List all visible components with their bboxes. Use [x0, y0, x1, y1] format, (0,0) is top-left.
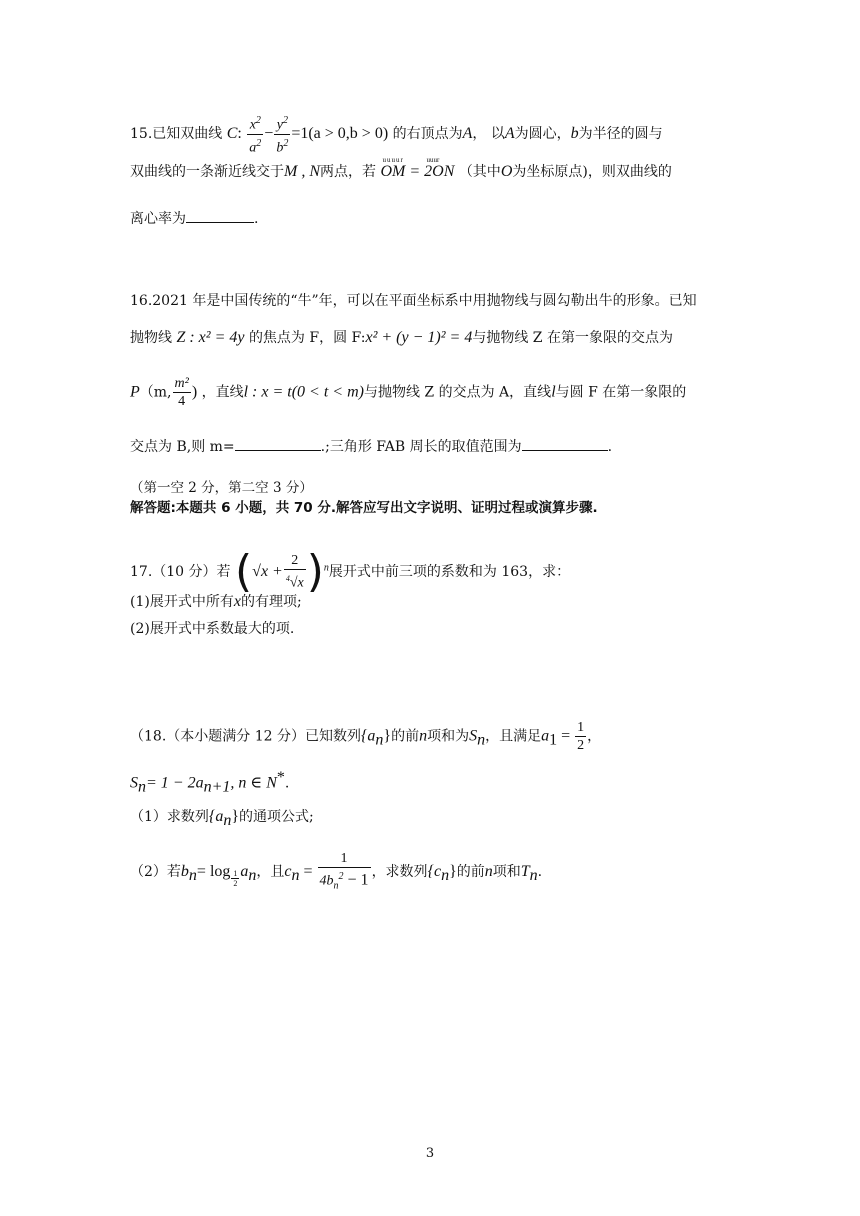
q15-line-3: 离心率为 . [130, 208, 258, 229]
section-heading: 解答题:本题共 6 小题，共 70 分.解答应写出文字说明、证明过程或演算步骤. [130, 500, 598, 516]
q18-half: $\frac{1}{2}$ [577, 720, 585, 753]
q18-part-1: （1）求数列$\{a_n\}$的通项公式; [130, 808, 314, 829]
q15-center-text: ， 以 [472, 126, 505, 143]
q16-line-3: P（m, $\frac{\text{m²}}{4}$ ) ，直线l : x = t(0 < t < m)与抛物线 Z 的交点为 A，直线l与圆 F 在第一象限的 [130, 376, 687, 409]
q15-radius-text: 为半径的圆与 [578, 126, 663, 143]
q16-blank-perimeter[interactable] [522, 436, 608, 451]
q18-part-2: （2）若$b_n= \log$ $\frac{1}{2}$ $a_n$，且$c_n$ = $\frac{1}{4b_n^2 - 1}$ ，求数列$\{c_n\}$的前n项和$T_n$. [130, 850, 542, 894]
q16-line-1: 16.2021 年是中国传统的“牛”年，可以在平面坐标系中用抛物线与圆勾勒出牛的形象。已知 [130, 293, 697, 309]
q16-line-eq: l : x = t(0 < t < m) [243, 383, 364, 401]
q15-line2-c: （其中 [458, 164, 501, 180]
q15-line-1: 15.已知双曲线 C: $\frac{x^2}{a^2}$ − $\frac{y^2}{b^2}$ =1(a > 0,b > 0) 的右顶点为A， 以A为圆心，b为半径的圆与 [130, 112, 663, 156]
q18-log-base: $\frac{1}{2}$ [233, 869, 238, 889]
q16-line-4: 交点为 B,则 m= .;三角形 FAB 周长的取值范围为 . [130, 436, 612, 457]
q15-line2-a: 双曲线的一条渐近线交于 [130, 164, 284, 180]
q17-sqrt-x: √x + [252, 563, 283, 580]
q17-paren-left: ( [234, 546, 253, 597]
q15-frac-y: $\frac{y^2}{b^2}$ [274, 112, 290, 156]
q15-vector-eq: uuuur uuur OM = 2ON [380, 156, 455, 180]
q15-radius-var: b [570, 125, 579, 143]
q16-blank-m[interactable] [235, 436, 321, 451]
q17-line-1: 17.（10 分）若 (√x + $\frac{2}{^4√x}$ )$^n$展开式中前三项的系数和为 163，求： [130, 546, 571, 597]
q15-line2-b: 两点，若 [320, 164, 376, 180]
q15-line2-d: 为坐标原点)，则双曲线的 [512, 164, 672, 180]
q16-p-frac: $\frac{\text{m²}}{4}$ [174, 376, 189, 409]
q17-exponent: n [323, 562, 329, 574]
q17-part-1: (1)展开式中所有x的有理项; [130, 593, 302, 610]
q16-score-note: （第一空 2 分，第二空 3 分） [130, 480, 313, 496]
q15-number: 15. [130, 126, 153, 143]
q15-curve: C [226, 125, 238, 143]
q15-frac-x: $\frac{x^2}{a^2}$ [247, 112, 263, 156]
page-number: 3 [425, 1146, 435, 1161]
q16-line2-a: 抛物线 [130, 330, 172, 346]
q15-point-a: A [462, 125, 473, 143]
q17-paren-right: ) [306, 546, 324, 597]
q16-parabola: Z : x² = 4y [176, 329, 245, 346]
q18-line-1: （18.（本小题满分 12 分）已知数列$\{a_n\}$的前n项和为$S_n$，且满足$a_1$ = $\frac{1}{2}$ ， [130, 720, 602, 753]
q16-point-p: P [130, 383, 140, 401]
q15-eq-rest: =1(a > 0,b > 0) [291, 125, 389, 143]
q15-mid: 的右顶点为 [392, 126, 463, 143]
q15-origin: O [500, 163, 513, 180]
q18-line-2: $S_n= 1 - 2a_{n+1}$, n ∈ N*. [130, 769, 290, 796]
q15-lead: 已知双曲线 [152, 126, 223, 143]
q16-line2-c: 与抛物线 Z 在第一象限的交点为 [472, 330, 673, 346]
q17-frac: $\frac{2}{^4√x}$ [285, 553, 304, 591]
q16-circle: x² + (y − 1)² = 4 [365, 329, 473, 346]
q15-answer-blank[interactable] [186, 208, 254, 223]
q18-c-frac: $\frac{1}{4b_n^2 - 1}$ [319, 851, 369, 892]
q15-line-2 [130, 156, 672, 182]
q16-line2-b: 的焦点为 F，圆 F: [248, 330, 366, 346]
q15-mn: M , N [284, 163, 320, 180]
q16-line-2 [130, 328, 673, 348]
q17-part-2: (2)展开式中系数最大的项. [130, 621, 295, 637]
q15-line3: 离心率为 [130, 211, 186, 227]
q15-center-text2: 为圆心， [514, 126, 571, 143]
